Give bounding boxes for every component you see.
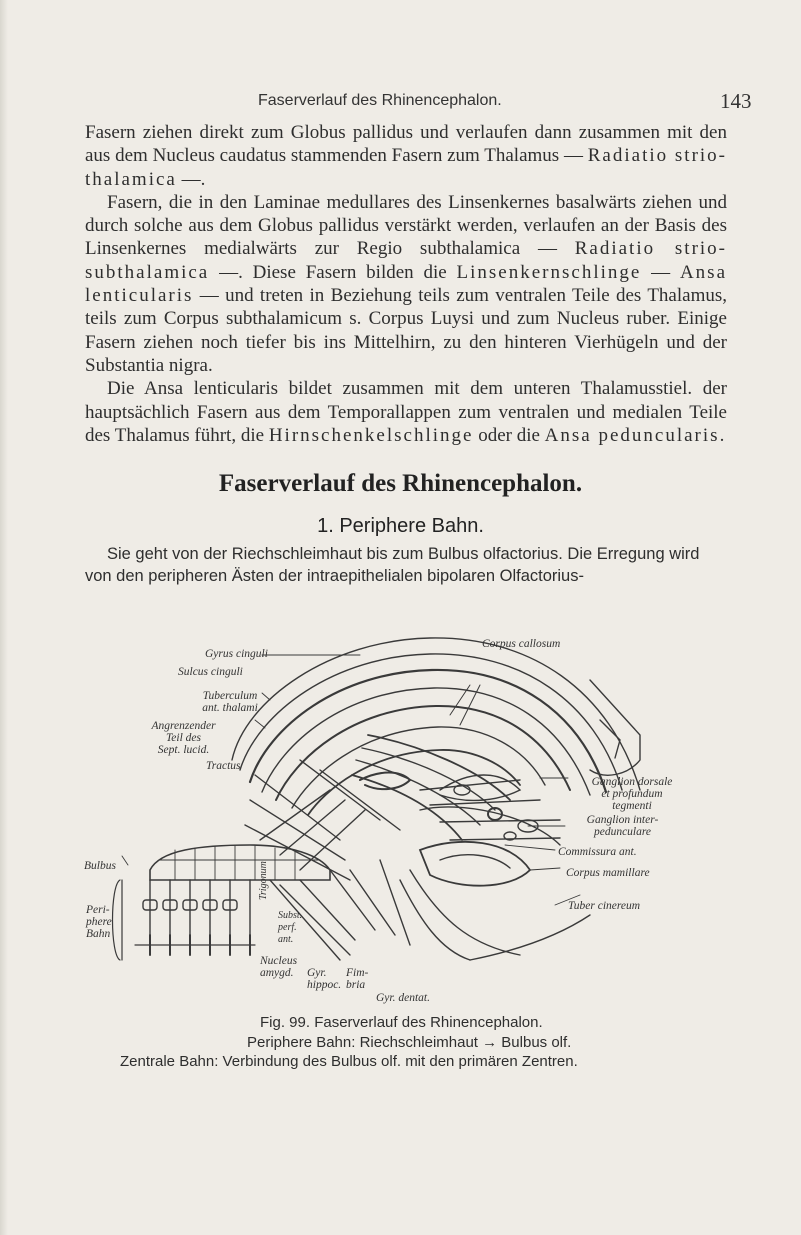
term-radiatio-strio-subthalamica: Radiatio strio-subthalamica [85, 238, 727, 283]
arch-3 [250, 670, 606, 792]
gyrus-dentatus [400, 880, 470, 960]
thalamus-inner [600, 720, 620, 758]
leader-angrenzender [255, 720, 265, 728]
label-angrenzender-teil: Angrenzender Teil des Sept. lucid. [151, 720, 216, 756]
hippocampus-1 [330, 870, 375, 930]
ganglion-dorsale [488, 808, 502, 820]
tractus-1 [255, 775, 340, 840]
body-text [85, 121, 727, 447]
tractus-8 [300, 810, 365, 870]
arch-outer [232, 638, 640, 790]
bulbus-outline [150, 845, 330, 880]
label-sulcus-cinguli: Sulcus cinguli [178, 666, 243, 678]
term-linsenkernschlinge: Linsenkernschlinge [456, 261, 642, 283]
arch-7 [308, 750, 520, 815]
label-bulbus: Bulbus [84, 860, 116, 872]
peripheral-cell-4 [203, 900, 217, 910]
label-corpus-mamillare: Corpus mamillare [566, 867, 650, 879]
mamillary-loop [420, 842, 530, 886]
label-commissura-ant: Commissura ant. [558, 846, 637, 858]
fiber-right-1 [420, 780, 520, 790]
peripheral-cell-3 [183, 900, 197, 910]
term-ansa-peduncularis: Ansa peduncularis [544, 424, 720, 446]
peripheral-cell-1 [143, 900, 157, 910]
gyrus-dentatus-2 [410, 870, 520, 955]
label-trigonum: Trigonum [258, 861, 269, 900]
bulbus-brace [122, 856, 128, 865]
running-head: Faserverlauf des Rhinencephalon. [258, 92, 502, 109]
arch-5 [276, 706, 570, 800]
fiber-right-4 [450, 838, 560, 840]
label-gyrus-cinguli: Gyrus cinguli [205, 648, 268, 660]
tractus-7 [280, 800, 345, 855]
fornix-4 [352, 775, 462, 840]
arch-2 [240, 654, 622, 790]
label-ganglion-interpedunculare: Ganglion inter- pedunculare [586, 814, 659, 838]
label-corpus-callosum: Corpus callosum [482, 638, 561, 650]
central-swirl [360, 773, 410, 790]
tractus-6 [260, 790, 330, 840]
commissura-fibers [420, 807, 560, 845]
tractus-5 [320, 770, 400, 830]
peri-brace [113, 880, 121, 960]
ganglion-habenulae [454, 785, 470, 795]
paragraph-radiatio-strio-thalamica: Fasern ziehen direkt zum Globus pallidus und verlaufen dann zusammen mit den aus dem Nucleus caudatus stammenden Fasern zum Thalamus — Radiatio strio-thalamica —. [85, 122, 728, 190]
mamillary-inner [440, 855, 510, 868]
caption-line-3: Zentrale Bahn: Verbindung des Bulbus olf. mit den primären Zentren. [120, 1053, 578, 1070]
fornix-3 [356, 760, 480, 825]
tractus-2 [250, 800, 345, 860]
term-radiatio-strio-thalamica: Radiatio strio-thalamica [85, 145, 728, 190]
peripheral-cell-5 [223, 900, 237, 910]
ganglion-small [504, 832, 516, 840]
fornix-2 [362, 748, 495, 810]
label-gyr-dentat: Gyr. dentat. [376, 992, 430, 1004]
ganglion-bundle [440, 775, 520, 800]
intro-paragraph: Sie geht von der Riechschleimhaut bis zum Bulbus olfactorius. Die Erregung wird von den peripheren Ästen der intraepithelialen bipolaren Olfactorius- [85, 545, 700, 585]
bulbus-mesh [160, 846, 320, 880]
label-tuber-cinereum: Tuber cinereum [568, 900, 641, 912]
caption-line-2: Periphere Bahn: Riechschleimhaut → Bulbus olf. [247, 1033, 572, 1051]
subsection-title: 1. Periphere Bahn. [317, 515, 484, 537]
leader-corpus-callosum [450, 685, 480, 725]
thalamus-loop [590, 680, 640, 775]
label-nucleus-amygd: Nucleus amygd. [260, 955, 298, 979]
term-ansa-lenticularis: Ansa lenticularis [85, 261, 728, 307]
arch-4 [262, 688, 590, 795]
hippocampus-3 [380, 860, 410, 945]
fiber-right-2 [430, 800, 540, 805]
caption-line-1: Fig. 99. Faserverlauf des Rhinencephalon. [260, 1014, 543, 1031]
leader-tuberculum [262, 693, 270, 700]
term-hirnschenkelschlinge: Hirnschenkelschlinge [268, 424, 474, 446]
page-number: 143 [720, 89, 752, 113]
fiber-right-3 [440, 820, 560, 822]
label-ganglion-dorsale: Ganglion dorsale et profundum tegmenti [591, 776, 673, 812]
arch-6 [292, 727, 545, 808]
figure-caption [0, 1013, 801, 1072]
fornix-1 [368, 735, 510, 800]
leader-mamillare [530, 868, 560, 870]
peripheral-cell-2 [163, 900, 177, 910]
intro-text [85, 543, 727, 587]
ganglion-interpeduncular [518, 820, 538, 832]
label-tractus: Tractus [206, 760, 241, 772]
paragraph-ansa-peduncularis: Die Ansa lenticularis bildet zusammen mit dem unteren Thalamusstiel. der hauptsächlich Fasern aus dem Temporallappen zum ventralen und medialen Teile des Thalamus führt, die Hirnschenkelschlinge oder die Ansa peduncularis. [85, 378, 727, 446]
label-tuberculum: Tuberculum ant. thalami [202, 690, 258, 714]
label-subst-perf-ant: Subst. perf. ant. [278, 910, 303, 945]
label-periphere-bahn: Peri- phere Bahn [86, 904, 112, 940]
tuber-cinereum [470, 915, 590, 960]
epithelium-ticks [150, 935, 250, 955]
section-title: Faserverlauf des Rhinencephalon. [218, 470, 583, 497]
label-fimbria: Fim- bria [346, 967, 369, 991]
hippocampus-2 [350, 870, 395, 935]
leader-commissura [505, 845, 555, 850]
paragraph-ansa-lenticularis: Fasern, die in den Laminae medullares des Linsenkernes basalwärts ziehen und durch solche aus dem Globus pallidus verstärkt werden, verlaufen an der Basis des Linsenkernes medialwärts zur Regio subthalamica — Radiatio strio-subthalamica —. Diese Fasern bilden die Linsenkernschlinge — Ansa lenticularis — und treten in Beziehung teils zum ventralen Teile des Thalamus, teils zum Corpus subthalamicum s. Corpus Luysi und zum Nucleus ruber. Einige Fasern ziehen noch tiefer bis ins Mittelhirn, zu den hinteren Vierhügeln und der Substantia nigra. [85, 191, 728, 376]
tractus-4 [300, 760, 380, 820]
label-gyr-hippoc: Gyr. hippoc. [307, 967, 342, 991]
